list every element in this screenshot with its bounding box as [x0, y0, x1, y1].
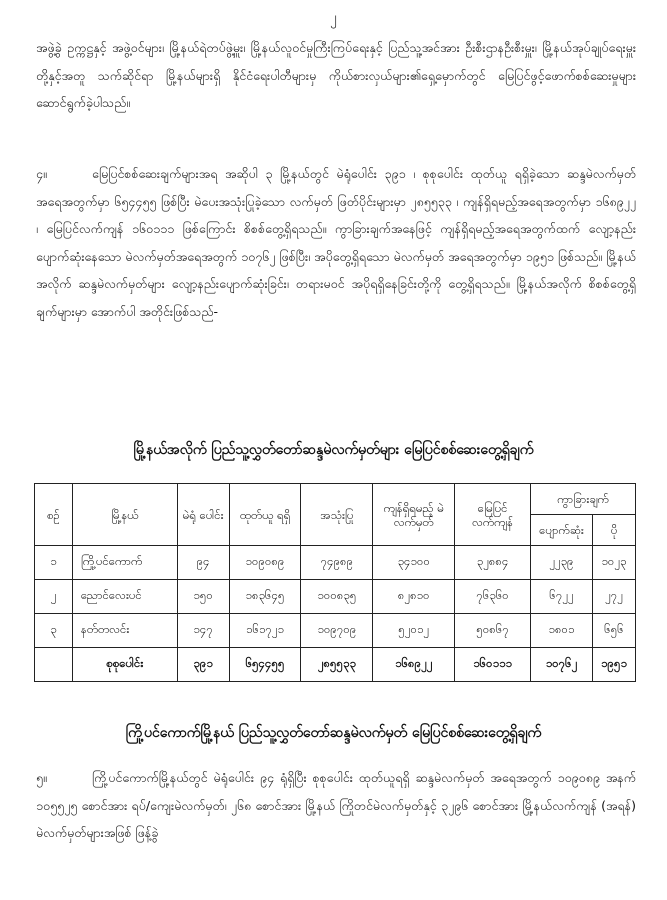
cell-ground-remaining: ၇၆၃၆၀	[455, 580, 531, 614]
paragraph-5	[36, 764, 636, 847]
paragraph-number: ၅။	[36, 770, 47, 785]
table-heading: မြို့နယ်အလိုက် ပြည်သူ့လွှတ်တော်ဆန္ဒမဲလက်မှတ်များ မြေပြင်စစ်ဆေးတွေ့ရှိချက်	[133, 442, 534, 458]
cell-used: ၂၈၅၅၃၃	[301, 648, 373, 682]
cell-issued: ၁၀၉၀၈၉	[229, 546, 301, 580]
cell-polling-stations: ၁၅၀	[177, 580, 229, 614]
cell-excess: ၂၇၂	[592, 580, 635, 614]
cell-remaining-expected: ၅၂၀၁၂	[373, 614, 455, 648]
page-number: ၂	[330, 10, 337, 26]
cell-empty	[35, 648, 73, 682]
header-remaining-expected: ကျန်ရှိရမည့် မဲလက်မှတ်	[373, 484, 455, 546]
paragraph-number: ၄။	[36, 166, 47, 181]
header-missing: ပျောက်ဆုံး	[531, 515, 593, 546]
cell-missing: ၂၂၃၉	[531, 546, 593, 580]
cell-serial: ၁	[35, 546, 73, 580]
cell-used: ၁၀၉၇၀၉	[301, 614, 373, 648]
table-row	[35, 614, 636, 648]
cell-excess: ၁၉၅၁	[592, 648, 635, 682]
header-excess: ပို	[592, 515, 635, 546]
table-header-row	[35, 484, 636, 515]
cell-township: ကြို့ပင်ကောက်	[72, 546, 177, 580]
cell-township: နတ်တလင်း	[72, 614, 177, 648]
cell-missing: ၆၇၂၂	[531, 580, 593, 614]
cell-issued: ၁၈၃၆၄၅	[229, 580, 301, 614]
cell-missing: ၁၀၇၆၂	[531, 648, 593, 682]
table-total-row	[35, 648, 636, 682]
paragraph-text: ကြို့ပင်ကောက်မြို့နယ်တွင် မဲရုံပေါင်း ၉၄ ရုံရှိပြီး စုစုပေါင်း ထုတ်ယူရရှိ ဆန္ဒမဲလက်မှတ် အရေအတွက် ၁၀၉၀၈၉ အနက် ၁၀၅၅၂၅ စောင်အား ရပ်/ကျေးမဲလက်မှတ်၊ ၂၆၈ စောင်အား မြို့နယ် ကြိုတင်မဲလက်မှတ်နှင့် ၃၂၉၆ စောင်အား မြို့နယ်လက်ကျန် (အရန်) မဲလက်မှတ်များအဖြစ် ဖြန့်ခွဲ	[36, 770, 636, 840]
cell-serial: ၃	[35, 614, 73, 648]
cell-used: ၁၀၀၈၃၅	[301, 580, 373, 614]
table-row	[35, 580, 636, 614]
header-polling-stations: မဲရုံ ပေါင်း	[177, 484, 229, 546]
cell-ground-remaining: ၁၆၀၁၁၁	[455, 648, 531, 682]
cell-polling-stations: ၉၄	[177, 546, 229, 580]
cell-excess: ၆၅၆	[592, 614, 635, 648]
township-results-table	[34, 483, 636, 682]
header-ground-remaining: မြေပြင် လက်ကျန်	[455, 484, 531, 546]
cell-remaining-expected: ၁၆၈၉၂၂	[373, 648, 455, 682]
header-difference: ကွာခြားချက်	[531, 484, 636, 515]
cell-polling-stations: ၃၉၁	[177, 648, 229, 682]
cell-missing: ၁၈၀၁	[531, 614, 593, 648]
header-serial: စဉ်	[35, 484, 73, 546]
paragraph-text: မြေပြင်စစ်ဆေးချက်များအရ အဆိုပါ ၃ မြို့နယ်တွင် မဲရုံပေါင်း ၃၉၁ ၊ စုစုပေါင်း ထုတ်ယူ ရရှိခဲ့သော ဆန္ဒမဲလက်မှတ်အရေအတွက်မှာ ၆၅၄၄၅၅ ဖြစ်ပြီး မဲပေးအသုံးပြုခဲ့သော လက်မှတ် ဖြတ်ပိုင်းများမှာ ၂၈၅၅၃၃ ၊ ကျန်ရှိရမည့်အရေအတွက်မှာ ၁၆၈၉၂၂ ၊ မြေပြင်လက်ကျန် ၁၆၀၁၁၁ ဖြစ်ကြောင်း စိစစ်တွေ့ရှိရသည်။ ကွာခြားချက်အနေဖြင့် ကျန်ရှိရမည့်အရေအတွက်ထက် လျော့နည်း ပျောက်ဆုံးနေသော မဲလက်မှတ်အရေအတွက် ၁၀၇၆၂ ဖြစ်ပြီး၊ အပိုတွေ့ရှိရသော မဲလက်မှတ် အရေအတွက်မှာ ၁၉၅၁ ဖြစ်သည်။ မြို့နယ်အလိုက် ဆန္ဒမဲလက်မှတ်များ လျော့နည်းပျောက်ဆုံးခြင်း၊ တရားမဝင် အပိုရရှိနေခြင်းတို့ကို တွေ့ရှိရသည်။ မြို့နယ်အလိုက် စိစစ်တွေ့ရှိချက်များမှာ အောက်ပါ အတိုင်းဖြစ်သည်-	[36, 166, 636, 319]
cell-issued: ၁၆၁၇၂၁	[229, 614, 301, 648]
cell-remaining-expected: ၈၂၈၁၀	[373, 580, 455, 614]
header-township: မြို့နယ်	[72, 484, 177, 546]
cell-used: ၇၄၉၈၉	[301, 546, 373, 580]
cell-issued: ၆၅၄၄၅၅	[229, 648, 301, 682]
cell-township: ညောင်လေးပင်	[72, 580, 177, 614]
cell-ground-remaining: ၃၂၈၈၄	[455, 546, 531, 580]
cell-ground-remaining: ၅၀၈၆၇	[455, 614, 531, 648]
paragraph-4	[36, 160, 636, 325]
cell-remaining-expected: ၃၄၁၀၀	[373, 546, 455, 580]
table-row	[35, 546, 636, 580]
section-heading: ကြို့ပင်ကောက်မြို့နယ် ပြည်သူ့လွှတ်တော်ဆန္ဒမဲလက်မှတ် မြေပြင်စစ်ဆေးတွေ့ရှိချက်	[125, 725, 542, 741]
header-issued: ထုတ်ယူ ရရှိ	[229, 484, 301, 546]
cell-excess: ၁၀၂၃	[592, 546, 635, 580]
cell-polling-stations: ၁၄၇	[177, 614, 229, 648]
header-used: အသုံးပြု	[301, 484, 373, 546]
paragraph-continued: အဖွဲ့ခွဲ ဥက္ကဋ္ဌနှင့် အဖွဲ့ဝင်များ၊ မြို့နယ်ရဲတပ်ဖွဲ့မှူး၊ မြို့နယ်လူဝင်မှုကြီးကြပ်ရေးနှင့် ပြည်သူ့အင်အား ဦးစီးဌာနဦးစီးမှူး၊ မြို့နယ်အုပ်ချုပ်ရေးမှူးတို့နှင့်အတူ သက်ဆိုင်ရာ မြို့နယ်များရှိ နိုင်ငံရေးပါတီများမှ ကိုယ်စားလှယ်များ၏ရှေ့မှောက်တွင် မြေပြင်ဖွင့်ဖောက်စစ်ဆေးမှုများ ဆောင်ရွက်ခဲ့ပါသည်။	[36, 40, 636, 110]
cell-serial: ၂	[35, 580, 73, 614]
cell-total-label: စုစုပေါင်း	[72, 648, 177, 682]
